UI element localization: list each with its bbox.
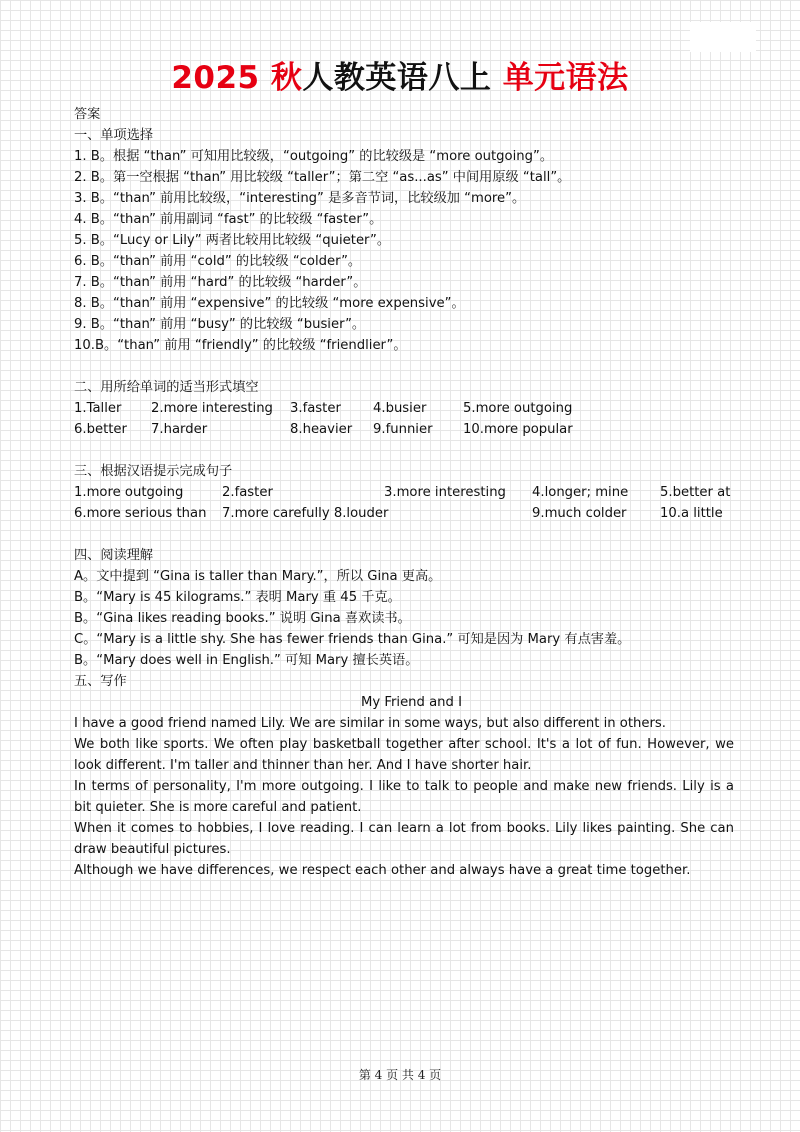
answer-item: 3. B。“than” 前用比较级，“interesting” 是多音节词，比较级加 “more”。 xyxy=(74,191,526,206)
sentence-answer: 4.longer; mine xyxy=(532,485,629,500)
sentence-answer: 1.more outgoing xyxy=(74,485,184,500)
sentence-answer: 5.better at xyxy=(660,485,731,500)
section1-heading: 一、单项选择 xyxy=(74,128,154,143)
answer-item: 6. B。“than” 前用 “cold” 的比较级 “colder”。 xyxy=(74,254,362,269)
title-year: 2025 xyxy=(171,60,260,96)
section5-heading: 五、写作 xyxy=(74,674,127,689)
reading-answer: C。“Mary is a little shy. She has fewer friends than Gina.” 可知是因为 Mary 有点害羞。 xyxy=(74,632,631,647)
answer-item: 8. B。“than” 前用 “expensive” 的比较级 “more expensive”。 xyxy=(74,296,465,311)
title-season: 秋 xyxy=(270,60,303,96)
answer-item: 7. B。“than” 前用 “hard” 的比较级 “harder”。 xyxy=(74,275,367,290)
sentence-answer: 6.more serious than xyxy=(74,506,207,521)
fill-answer: 7.harder xyxy=(151,422,208,437)
section3-row xyxy=(74,482,734,503)
essay-paragraph: Although we have differences, we respect each other and always have a great time together. xyxy=(74,863,691,878)
fill-answer: 5.more outgoing xyxy=(463,401,573,416)
title-topic: 单元语法 xyxy=(502,60,629,96)
fill-answer: 1.Taller xyxy=(74,401,122,416)
fill-answer: 4.busier xyxy=(373,401,427,416)
essay-paragraph: I have a good friend named Lily. We are similar in some ways, but also different in others. xyxy=(74,716,666,731)
essay-paragraph: When it comes to hobbies, I love reading. I can learn a lot from books. Lily likes painting. She can draw beautiful pictures. xyxy=(74,821,734,857)
fill-answer: 10.more popular xyxy=(463,422,573,437)
sentence-answer: 10.a little xyxy=(660,506,723,521)
header-blank-patch xyxy=(690,22,756,52)
reading-answer: B。“Mary is 45 kilograms.” 表明 Mary 重 45 千克。 xyxy=(74,590,401,605)
reading-answer: B。“Gina likes reading books.” 说明 Gina 喜欢读书。 xyxy=(74,611,411,626)
reading-answer: B。“Mary does well in English.” 可知 Mary 擅长英语。 xyxy=(74,653,419,668)
sentence-answer xyxy=(384,503,532,524)
answer-item: 1. B。根据 “than” 可知用比较级，“outgoing” 的比较级是 “more outgoing”。 xyxy=(74,149,554,164)
section2-row xyxy=(74,419,734,440)
section2-heading: 二、用所给单词的适当形式填空 xyxy=(74,380,259,395)
answer-item: 2. B。第一空根据 “than” 用比较级 “taller”；第二空 “as...as” 中间用原级 “tall”。 xyxy=(74,170,571,185)
fill-answer: 3.faster xyxy=(290,401,341,416)
fill-answer: 6.better xyxy=(74,422,127,437)
answer-item: 4. B。“than” 前用副词 “fast” 的比较级 “faster”。 xyxy=(74,212,383,227)
answer-item: 5. B。“Lucy or Lily” 两者比较用比较级 “quieter”。 xyxy=(74,233,391,248)
essay-title: My Friend and I xyxy=(360,695,462,710)
fill-answer: 9.funnier xyxy=(373,422,433,437)
fill-answer: 8.heavier xyxy=(290,422,353,437)
page-footer: 第 4 页 共 4 页 xyxy=(358,1068,442,1082)
sentence-answer: 3.more interesting xyxy=(384,485,506,500)
essay-paragraph: In terms of personality, I'm more outgoing. I like to talk to people and make new friends. Lily is a bit quieter. She is more careful and patient. xyxy=(74,779,734,815)
answer-content xyxy=(74,104,734,881)
reading-answer: A。文中提到 “Gina is taller than Mary.”，所以 Gina 更高。 xyxy=(74,569,442,584)
sentence-answer: 9.much colder xyxy=(532,506,627,521)
essay-paragraph: We both like sports. We often play basketball together after school. It's a lot of fun. However, we look different. I'm taller and thinner than her. And I have shorter hair. xyxy=(74,737,734,773)
title-course: 人教英语八上 xyxy=(302,60,492,96)
answers-heading: 答案 xyxy=(74,107,101,122)
answer-item: 10.B。“than” 前用 “friendly” 的比较级 “friendlier”。 xyxy=(74,338,407,353)
answer-item: 9. B。“than” 前用 “busy” 的比较级 “busier”。 xyxy=(74,317,366,332)
section2-row xyxy=(74,398,734,419)
page-title xyxy=(0,58,800,98)
fill-answer: 2.more interesting xyxy=(151,401,273,416)
sentence-answer: 7.more carefully 8.louder xyxy=(222,506,389,521)
section3-row xyxy=(74,503,734,524)
section4-heading: 四、阅读理解 xyxy=(74,548,154,563)
section3-heading: 三、根据汉语提示完成句子 xyxy=(74,464,233,479)
sentence-answer: 2.faster xyxy=(222,485,273,500)
